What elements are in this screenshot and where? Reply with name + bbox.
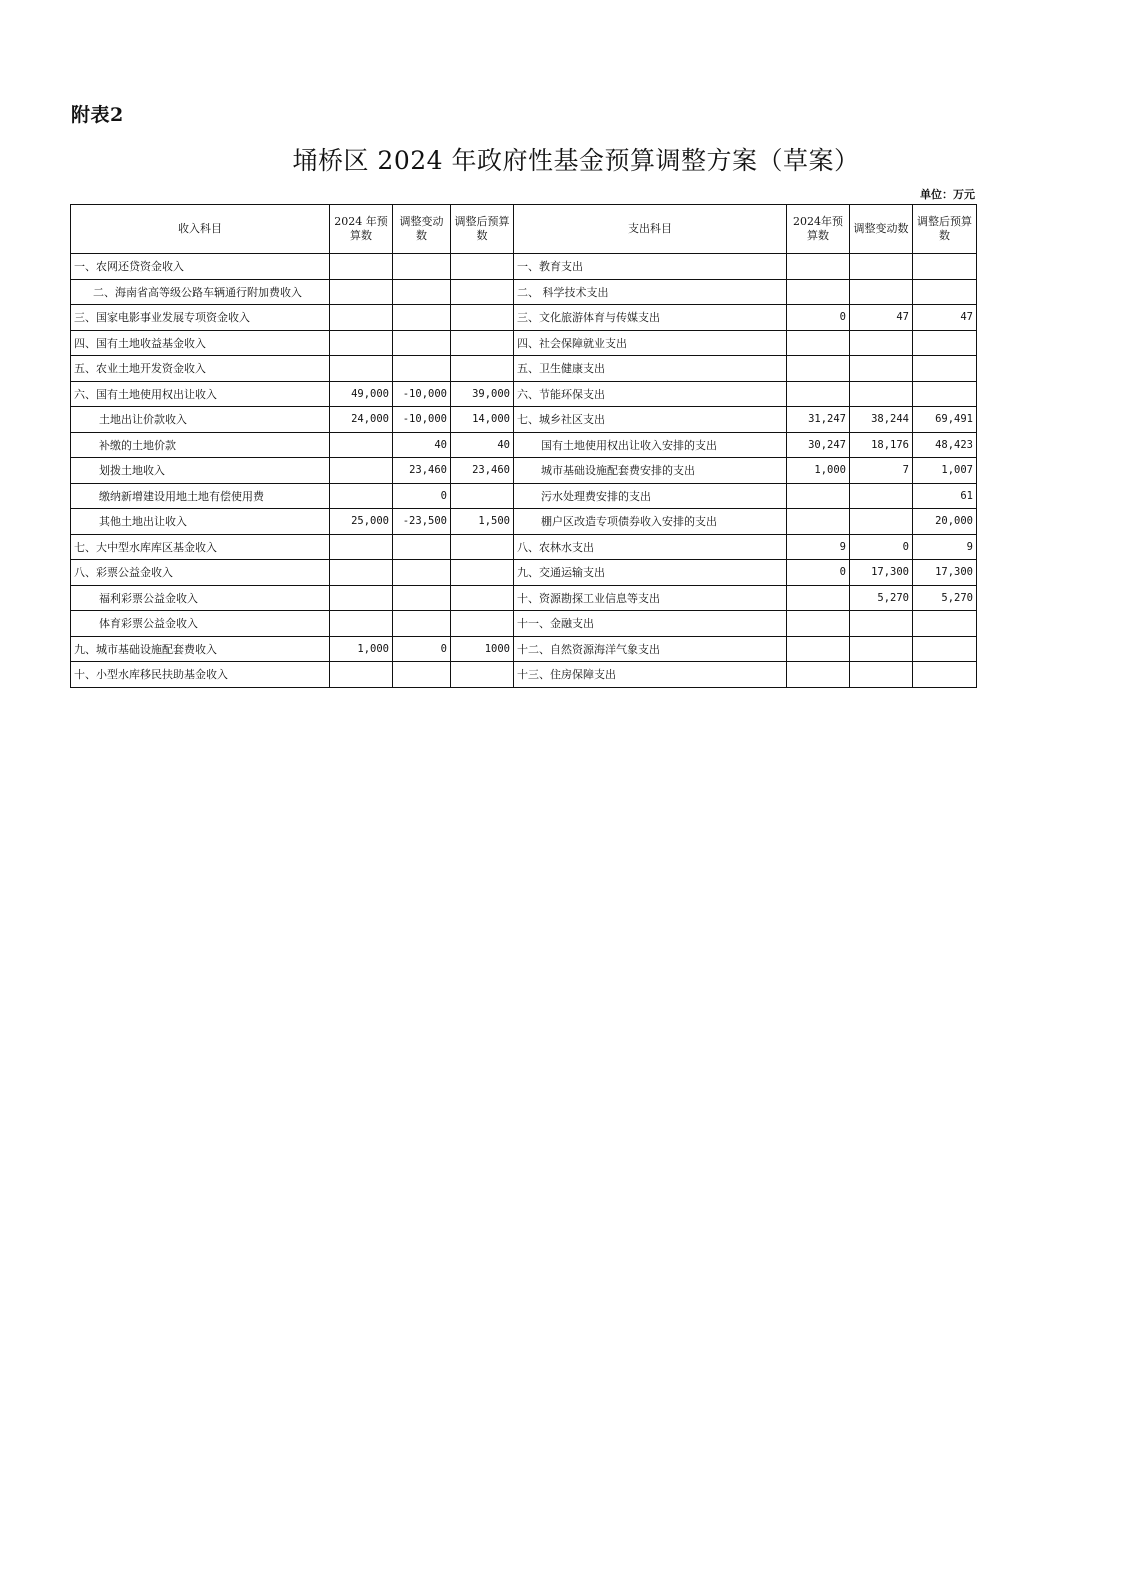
- income-budget-cell: 24,000: [330, 407, 393, 433]
- expense-budget-cell: [787, 483, 850, 509]
- income-adjusted-cell: [451, 585, 514, 611]
- expense-change-cell: 38,244: [850, 407, 913, 433]
- income-item-cell: 三、国家电影事业发展专项资金收入: [71, 305, 330, 331]
- expense-budget-cell: [787, 279, 850, 305]
- income-adjusted-cell: 40: [451, 432, 514, 458]
- expense-budget-cell: 9: [787, 534, 850, 560]
- expense-item-cell: 七、城乡社区支出: [514, 407, 787, 433]
- income-change-cell: 40: [393, 432, 451, 458]
- table-body: [71, 254, 977, 688]
- income-adjusted-cell: [451, 279, 514, 305]
- header-income-item: 收入科目: [71, 205, 330, 254]
- income-change-cell: 23,460: [393, 458, 451, 484]
- income-change-cell: -10,000: [393, 381, 451, 407]
- expense-change-cell: 18,176: [850, 432, 913, 458]
- expense-item-cell: 城市基础设施配套费安排的支出: [514, 458, 787, 484]
- income-change-cell: [393, 534, 451, 560]
- income-adjusted-cell: [451, 662, 514, 688]
- income-item-cell: 一、农网还贷资金收入: [71, 254, 330, 280]
- expense-change-cell: [850, 381, 913, 407]
- income-adjusted-cell: [451, 560, 514, 586]
- income-item-cell: 八、彩票公益金收入: [71, 560, 330, 586]
- expense-budget-cell: [787, 585, 850, 611]
- income-change-cell: [393, 305, 451, 331]
- table-row: [71, 381, 977, 407]
- table-header-row: [71, 205, 977, 254]
- expense-adjusted-cell: 17,300: [913, 560, 977, 586]
- expense-change-cell: 5,270: [850, 585, 913, 611]
- income-item-cell: 二、海南省高等级公路车辆通行附加费收入: [71, 279, 330, 305]
- expense-change-cell: [850, 483, 913, 509]
- expense-adjusted-cell: 9: [913, 534, 977, 560]
- expense-change-cell: 7: [850, 458, 913, 484]
- expense-budget-cell: [787, 509, 850, 535]
- income-budget-cell: [330, 458, 393, 484]
- expense-budget-cell: [787, 254, 850, 280]
- income-item-cell: 六、国有土地使用权出让收入: [71, 381, 330, 407]
- expense-change-cell: [850, 356, 913, 382]
- expense-item-cell: 八、农林水支出: [514, 534, 787, 560]
- income-budget-cell: [330, 279, 393, 305]
- table-row: [71, 356, 977, 382]
- expense-item-cell: 四、社会保障就业支出: [514, 330, 787, 356]
- expense-adjusted-cell: 48,423: [913, 432, 977, 458]
- table-row: [71, 407, 977, 433]
- income-budget-cell: 49,000: [330, 381, 393, 407]
- income-adjusted-cell: [451, 483, 514, 509]
- expense-adjusted-cell: [913, 279, 977, 305]
- header-expense-adjusted: 调整后预算数: [913, 205, 977, 254]
- income-change-cell: [393, 330, 451, 356]
- table-row: [71, 636, 977, 662]
- income-item-cell: 九、城市基础设施配套费收入: [71, 636, 330, 662]
- expense-item-cell: 十三、住房保障支出: [514, 662, 787, 688]
- expense-change-cell: [850, 254, 913, 280]
- expense-adjusted-cell: [913, 611, 977, 637]
- expense-item-cell: 九、交通运输支出: [514, 560, 787, 586]
- income-change-cell: [393, 611, 451, 637]
- expense-adjusted-cell: [913, 254, 977, 280]
- expense-item-cell: 三、文化旅游体育与传媒支出: [514, 305, 787, 331]
- income-change-cell: 0: [393, 636, 451, 662]
- expense-adjusted-cell: 69,491: [913, 407, 977, 433]
- expense-item-cell: 十、资源勘探工业信息等支出: [514, 585, 787, 611]
- expense-change-cell: 17,300: [850, 560, 913, 586]
- expense-adjusted-cell: [913, 330, 977, 356]
- header-income-change: 调整变动数: [393, 205, 451, 254]
- expense-item-cell: 二、 科学技术支出: [514, 279, 787, 305]
- expense-change-cell: [850, 330, 913, 356]
- expense-budget-cell: [787, 662, 850, 688]
- income-change-cell: [393, 560, 451, 586]
- table-row: [71, 611, 977, 637]
- income-change-cell: [393, 279, 451, 305]
- table-row: [71, 432, 977, 458]
- expense-budget-cell: 31,247: [787, 407, 850, 433]
- income-budget-cell: [330, 560, 393, 586]
- income-item-cell: 十、小型水库移民扶助基金收入: [71, 662, 330, 688]
- budget-adjustment-table: [70, 204, 977, 688]
- income-budget-cell: [330, 585, 393, 611]
- income-budget-cell: [330, 356, 393, 382]
- income-item-cell: 四、国有土地收益基金收入: [71, 330, 330, 356]
- expense-budget-cell: [787, 356, 850, 382]
- income-budget-cell: [330, 611, 393, 637]
- income-item-cell: 土地出让价款收入: [71, 407, 330, 433]
- income-budget-cell: [330, 432, 393, 458]
- expense-budget-cell: [787, 611, 850, 637]
- attachment-label: 附表2: [71, 104, 124, 126]
- expense-budget-cell: [787, 381, 850, 407]
- income-budget-cell: [330, 534, 393, 560]
- expense-adjusted-cell: [913, 662, 977, 688]
- expense-item-cell: 一、教育支出: [514, 254, 787, 280]
- income-item-cell: 补缴的土地价款: [71, 432, 330, 458]
- expense-change-cell: [850, 636, 913, 662]
- header-income-budget: 2024 年预算数: [330, 205, 393, 254]
- income-adjusted-cell: 1,500: [451, 509, 514, 535]
- expense-item-cell: 污水处理费安排的支出: [514, 483, 787, 509]
- expense-budget-cell: [787, 330, 850, 356]
- income-adjusted-cell: [451, 305, 514, 331]
- table-row: [71, 585, 977, 611]
- income-adjusted-cell: 39,000: [451, 381, 514, 407]
- income-item-cell: 划拨土地收入: [71, 458, 330, 484]
- expense-item-cell: 五、卫生健康支出: [514, 356, 787, 382]
- expense-budget-cell: 30,247: [787, 432, 850, 458]
- table-row: [71, 509, 977, 535]
- income-change-cell: -23,500: [393, 509, 451, 535]
- income-adjusted-cell: [451, 534, 514, 560]
- table-row: [71, 458, 977, 484]
- table-row: [71, 254, 977, 280]
- income-budget-cell: [330, 330, 393, 356]
- expense-change-cell: 47: [850, 305, 913, 331]
- income-adjusted-cell: [451, 330, 514, 356]
- income-adjusted-cell: 14,000: [451, 407, 514, 433]
- expense-adjusted-cell: 1,007: [913, 458, 977, 484]
- expense-item-cell: 十二、自然资源海洋气象支出: [514, 636, 787, 662]
- expense-budget-cell: 0: [787, 305, 850, 331]
- expense-budget-cell: [787, 636, 850, 662]
- income-budget-cell: [330, 483, 393, 509]
- income-item-cell: 缴纳新增建设用地土地有偿使用费: [71, 483, 330, 509]
- table-row: [71, 560, 977, 586]
- expense-change-cell: [850, 279, 913, 305]
- expense-item-cell: 六、节能环保支出: [514, 381, 787, 407]
- table-row: [71, 662, 977, 688]
- expense-budget-cell: 1,000: [787, 458, 850, 484]
- income-change-cell: -10,000: [393, 407, 451, 433]
- expense-adjusted-cell: 5,270: [913, 585, 977, 611]
- expense-adjusted-cell: [913, 636, 977, 662]
- document-title: 埇桥区 2024 年政府性基金预算调整方案（草案）: [292, 146, 860, 175]
- expense-budget-cell: 0: [787, 560, 850, 586]
- income-budget-cell: [330, 305, 393, 331]
- income-item-cell: 福利彩票公益金收入: [71, 585, 330, 611]
- income-change-cell: [393, 662, 451, 688]
- expense-change-cell: 0: [850, 534, 913, 560]
- income-budget-cell: 1,000: [330, 636, 393, 662]
- expense-change-cell: [850, 509, 913, 535]
- table-row: [71, 330, 977, 356]
- header-income-adjusted: 调整后预算数: [451, 205, 514, 254]
- income-budget-cell: 25,000: [330, 509, 393, 535]
- table-row: [71, 279, 977, 305]
- income-item-cell: 体育彩票公益金收入: [71, 611, 330, 637]
- expense-change-cell: [850, 611, 913, 637]
- income-adjusted-cell: [451, 356, 514, 382]
- expense-item-cell: 国有土地使用权出让收入安排的支出: [514, 432, 787, 458]
- expense-adjusted-cell: 47: [913, 305, 977, 331]
- income-item-cell: 其他土地出让收入: [71, 509, 330, 535]
- table-row: [71, 534, 977, 560]
- income-change-cell: [393, 254, 451, 280]
- income-change-cell: [393, 356, 451, 382]
- income-budget-cell: [330, 662, 393, 688]
- income-item-cell: 七、大中型水库库区基金收入: [71, 534, 330, 560]
- header-expense-budget: 2024年预算数: [787, 205, 850, 254]
- income-item-cell: 五、农业土地开发资金收入: [71, 356, 330, 382]
- income-budget-cell: [330, 254, 393, 280]
- income-change-cell: [393, 585, 451, 611]
- expense-change-cell: [850, 662, 913, 688]
- expense-item-cell: 棚户区改造专项债券收入安排的支出: [514, 509, 787, 535]
- income-adjusted-cell: 1000: [451, 636, 514, 662]
- expense-adjusted-cell: [913, 356, 977, 382]
- unit-label: 单位：万元: [920, 188, 975, 201]
- expense-adjusted-cell: [913, 381, 977, 407]
- income-change-cell: 0: [393, 483, 451, 509]
- table-row: [71, 483, 977, 509]
- income-adjusted-cell: [451, 611, 514, 637]
- expense-adjusted-cell: 20,000: [913, 509, 977, 535]
- table-row: [71, 305, 977, 331]
- income-adjusted-cell: 23,460: [451, 458, 514, 484]
- income-adjusted-cell: [451, 254, 514, 280]
- header-expense-change: 调整变动数: [850, 205, 913, 254]
- expense-adjusted-cell: 61: [913, 483, 977, 509]
- header-expense-item: 支出科目: [514, 205, 787, 254]
- expense-item-cell: 十一、金融支出: [514, 611, 787, 637]
